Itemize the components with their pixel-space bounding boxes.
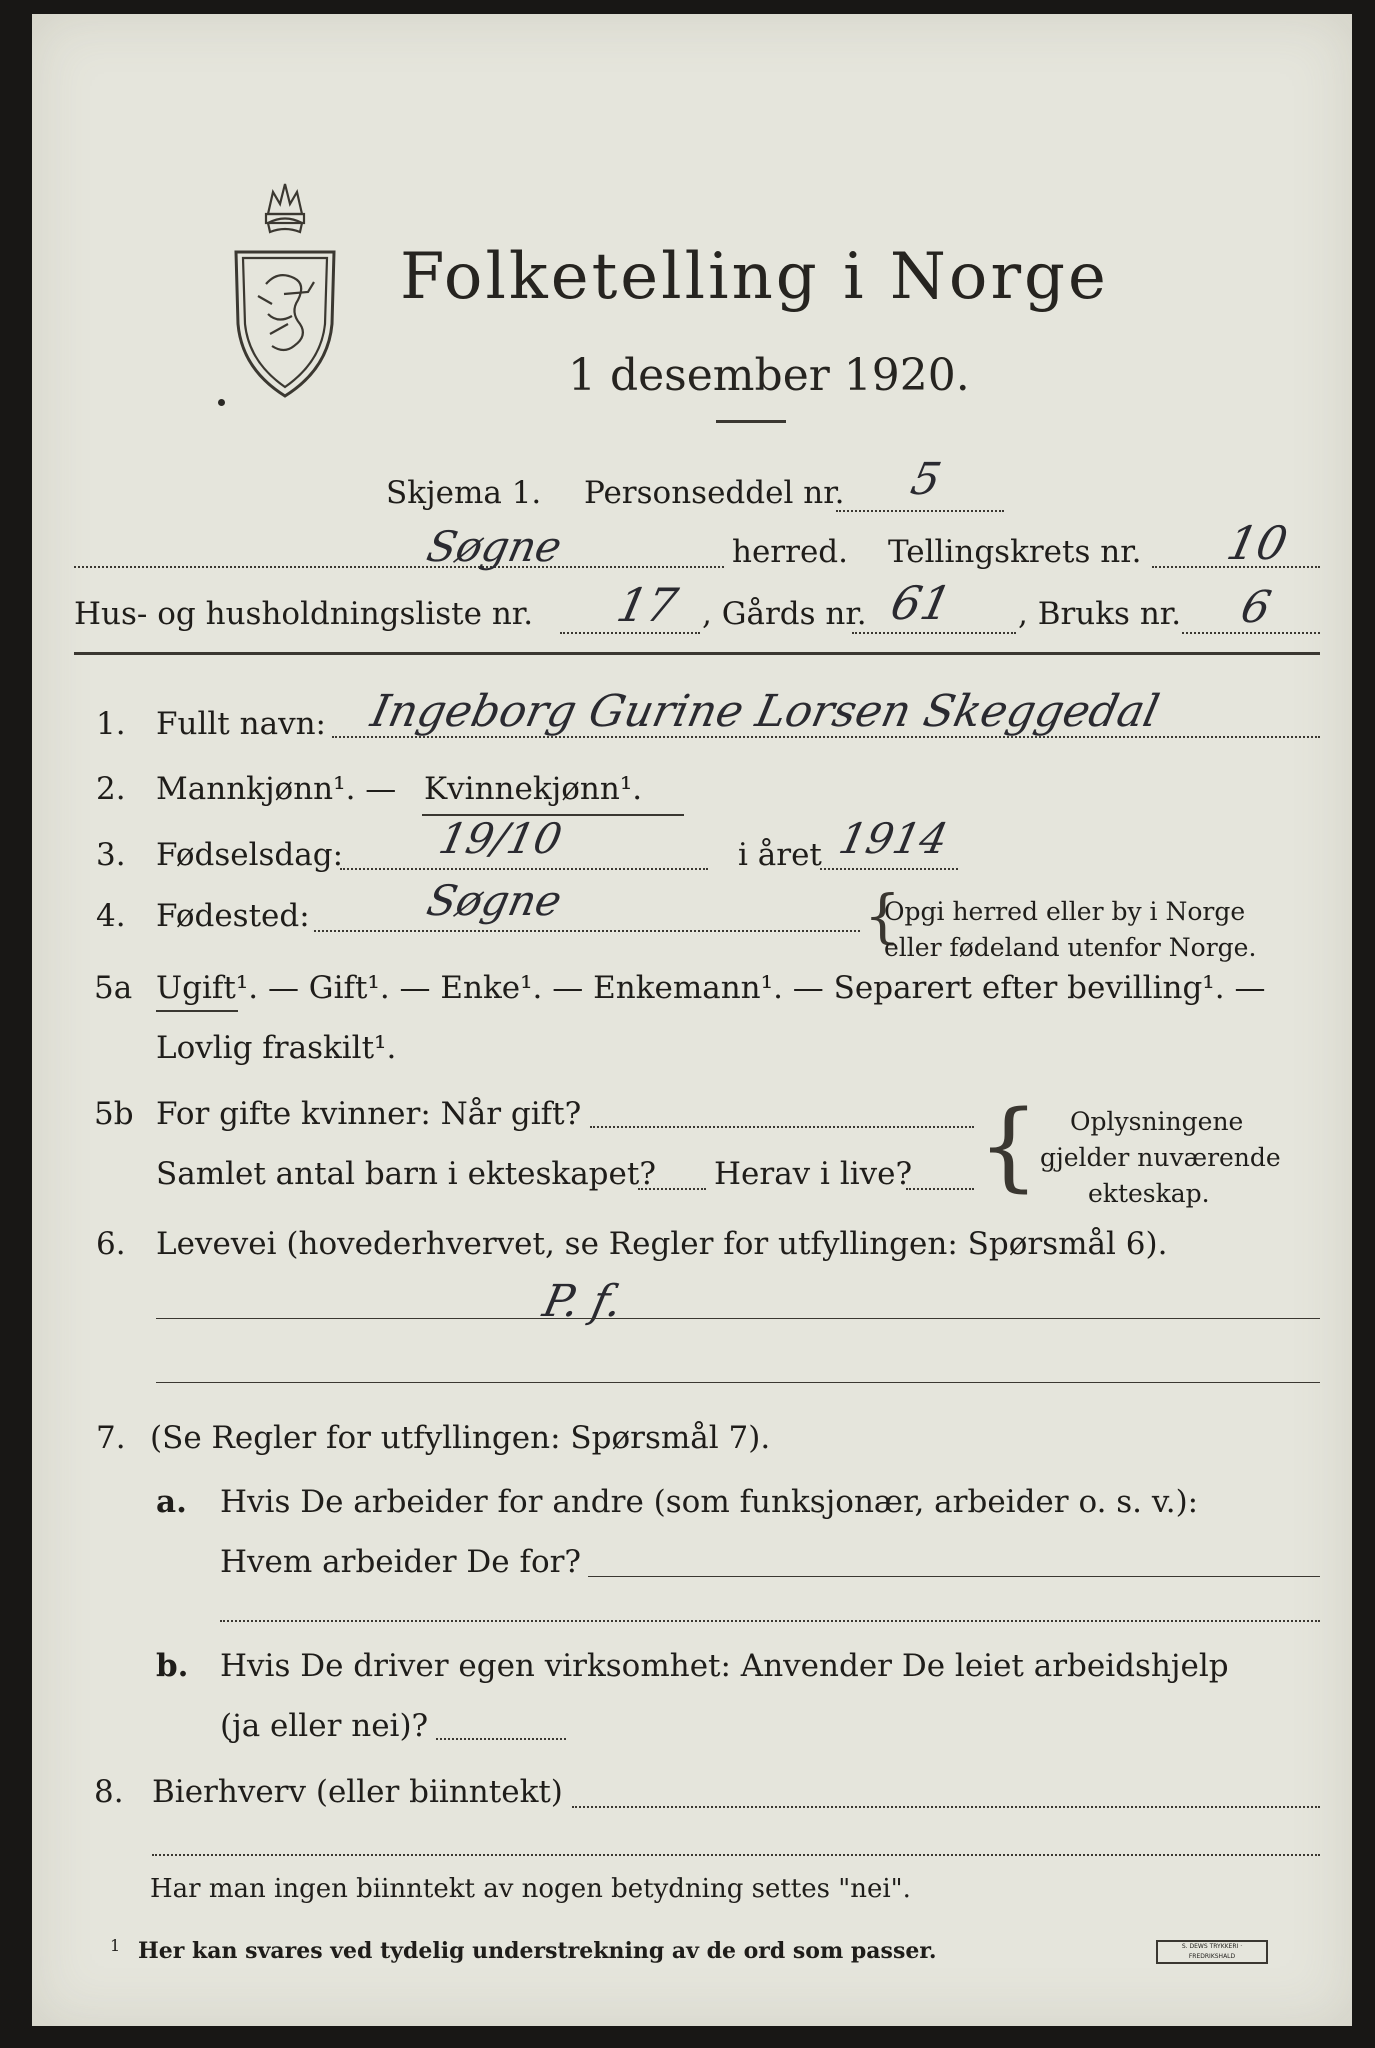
q4-label: Fødested: (156, 898, 310, 934)
q2-number: 2. (96, 771, 126, 807)
ink-dot (218, 399, 225, 406)
birthplace-value[interactable]: Søgne (422, 876, 567, 925)
gards-label: , Gårds nr. (702, 596, 867, 632)
title-rule (716, 420, 786, 423)
q4-note-1: Opgi herred eller by i Norge (884, 897, 1246, 926)
q8-number: 8. (94, 1774, 124, 1810)
gards-line (852, 632, 1016, 634)
hus-value[interactable]: 17 (612, 578, 683, 632)
male-option[interactable]: Mannkjønn¹. — (156, 771, 397, 807)
divorced-option[interactable]: Lovlig fraskilt¹. (156, 1030, 397, 1066)
q7b-line-2: (ja eller nei)? (220, 1708, 429, 1744)
female-option[interactable]: Kvinnekjønn¹. (424, 771, 643, 807)
q5b-note-1: Oplysningene (1070, 1107, 1244, 1136)
employer-line (588, 1576, 1320, 1577)
bruks-value[interactable]: 6 (1236, 582, 1276, 633)
schema-label: Skjema 1. (386, 475, 542, 511)
q7a-line-1: Hvis De arbeider for andre (som funksjonær, arbeider o. s. v.): (220, 1484, 1199, 1520)
children-alive-line (906, 1188, 974, 1190)
q3-number: 3. (96, 837, 126, 873)
personseddel-label: Personseddel nr. (584, 475, 845, 511)
norwegian-coat-of-arms-icon (228, 174, 342, 399)
q7-number: 7. (96, 1420, 126, 1456)
q7-label: (Se Regler for utfyllingen: Spørsmål 7). (150, 1420, 771, 1456)
herred-line (74, 566, 724, 568)
tellingskrets-value[interactable]: 10 (1222, 516, 1293, 570)
hus-label: Hus- og husholdningsliste nr. (74, 596, 534, 632)
personseddel-value[interactable]: 5 (906, 454, 946, 505)
personseddel-line (836, 510, 1004, 512)
full-name-value[interactable]: Ingeborg Gurine Lorsen Skeggedal (366, 686, 1164, 737)
bruks-label: , Bruks nr. (1018, 596, 1182, 632)
side-income-note: Har man ingen biinntekt av nogen betydning settes "nei". (150, 1874, 911, 1904)
printer-stamp: S. DEWS TRYKKERI · FREDRIKSHALD (1156, 1940, 1268, 1964)
hired-help-line (436, 1738, 566, 1740)
children-total-label: Samlet antal barn i ekteskapet? (156, 1156, 656, 1192)
q7b-letter: b. (156, 1648, 189, 1684)
footnote-text: Her kan svares ved tydelig understrekning av de ord som passer. (138, 1938, 937, 1964)
q4-brace: { (864, 882, 901, 950)
marital-status-options[interactable]: Ugift¹. — Gift¹. — Enke¹. — Enkemann¹. — Separert efter bevilling¹. — (156, 970, 1266, 1006)
q7a-line-2: Hvem arbeider De for? (220, 1544, 582, 1580)
q7a-letter: a. (156, 1484, 187, 1520)
gards-value[interactable]: 61 (886, 576, 957, 630)
q5a-number: 5a (94, 970, 133, 1006)
children-alive-label: Herav i live? (714, 1156, 913, 1192)
q6-number: 6. (96, 1226, 126, 1262)
header-divider (74, 652, 1320, 655)
q8-label: Bierhverv (eller biinntekt) (152, 1774, 563, 1810)
q5b-note-3: ekteskap. (1088, 1179, 1210, 1208)
census-form-page (32, 14, 1352, 2026)
census-date: 1 desember 1920. (568, 350, 970, 401)
employer-line-2 (220, 1620, 1320, 1622)
q7b-line-1: Hvis De driver egen virksomhet: Anvender De leiet arbeidshjelp (220, 1648, 1229, 1684)
q1-label: Fullt navn: (156, 706, 326, 742)
birthdate-line (340, 868, 708, 870)
herred-label: herred. (732, 534, 848, 570)
hus-line (560, 632, 700, 634)
q5b-brace: { (978, 1090, 1040, 1202)
year-label: i året (738, 837, 822, 873)
q4-number: 4. (96, 898, 126, 934)
married-women-label: For gifte kvinner: Når gift? (156, 1096, 582, 1132)
herred-value[interactable]: Søgne (422, 522, 567, 571)
side-income-line-2 (152, 1854, 1320, 1856)
birthyear-line (820, 868, 958, 870)
occupation-line-2 (156, 1382, 1320, 1383)
ugift-underline (156, 1010, 238, 1012)
occupation-line-1 (156, 1318, 1320, 1319)
birthdate-value[interactable]: 19/10 (434, 814, 567, 863)
footnote-mark: 1 (110, 1936, 121, 1955)
tellingskrets-label: Tellingskrets nr. (888, 534, 1142, 570)
married-date-line (590, 1126, 974, 1128)
q3-label: Fødselsdag: (156, 837, 344, 873)
q5b-number: 5b (94, 1096, 134, 1132)
side-income-line (572, 1806, 1320, 1808)
occupation-value[interactable]: P. f. (538, 1276, 627, 1327)
form-title: Folketelling i Norge (400, 240, 1109, 314)
birthplace-line (314, 930, 860, 932)
q6-label: Levevei (hovederhvervet, se Regler for utfyllingen: Spørsmål 6). (156, 1226, 1168, 1262)
children-total-line (638, 1188, 706, 1190)
q4-note-2: eller fødeland utenfor Norge. (884, 933, 1257, 962)
q1-number: 1. (96, 706, 126, 742)
q5b-note-2: gjelder nuværende (1040, 1143, 1281, 1172)
birthyear-value[interactable]: 1914 (834, 814, 953, 863)
